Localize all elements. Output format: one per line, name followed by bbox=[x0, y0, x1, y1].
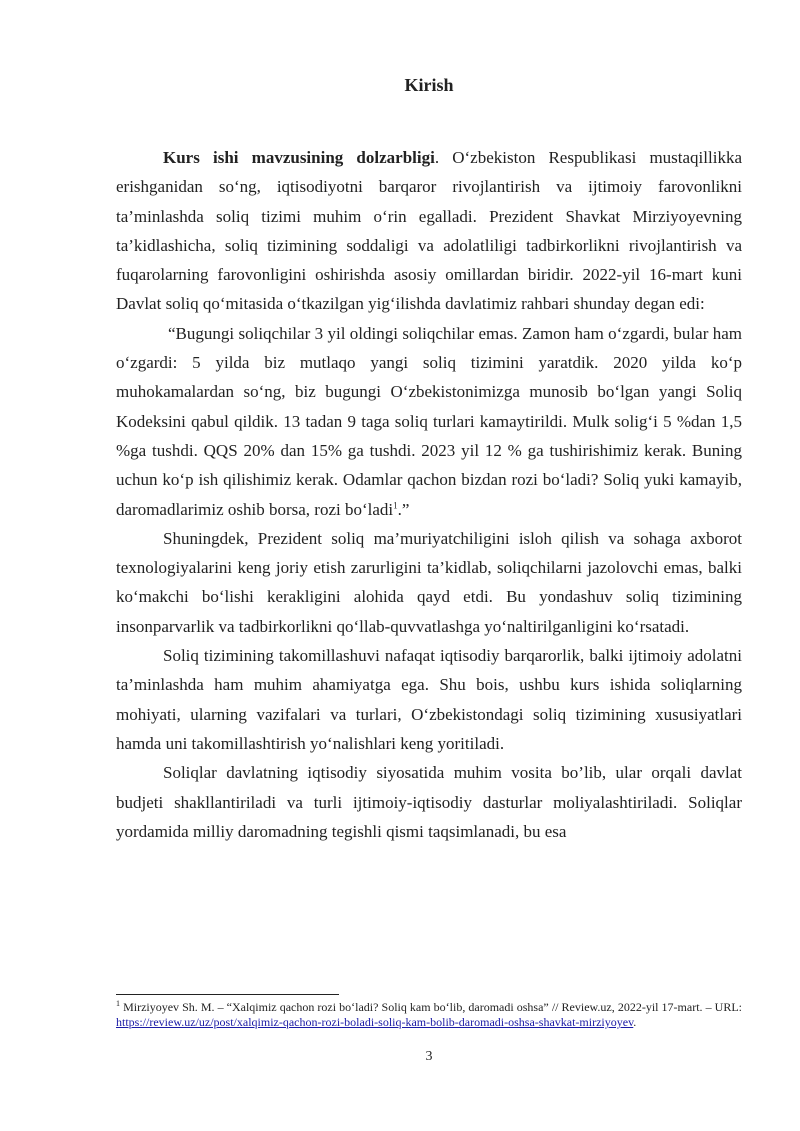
body-text bbox=[116, 143, 742, 846]
quote-end: .” bbox=[397, 499, 410, 519]
page-number: 3 bbox=[425, 1049, 433, 1064]
page-heading: Kirish bbox=[404, 75, 454, 95]
paragraph-quote bbox=[116, 319, 742, 524]
paragraph-improvement: Soliq tizimining takomillashuvi nafaqat iqtisodiy barqarorlik, balki ijtimoiy adolatni ta’minlashda ham muhim ahamiyatga ega. Shu bois, ushbu kurs ishida soliqlarning mohiyati, ularning vazifalari va turlari, O‘zbekistondagi soliq tizimining xususiyatlari hamda uni takomillashtirish yo‘nalishlari keng yoritiladi. bbox=[116, 646, 742, 753]
footnote bbox=[116, 1000, 742, 1030]
paragraph-relevance bbox=[116, 143, 742, 319]
paragraph-text: . O‘zbekiston Respublikasi mustaqillikka erishganidan so‘ng, iqtisodiyotni barqaror rivojlantirish va ijtimoiy farovonlikni ta’minlashda soliq tizimi muhim o‘rin egalladi. Prezident Shavkat Mirziyoyevning ta’kidlashicha, soliq tizimining soddaligi va adolatliligi tadbirkorlikni rivojlantirish va fuqarolarning farovonligini oshirishda asosiy omillardan biridir. 2022-yil 16-mart kuni Davlat soliq qo‘mitasida o‘tkazilgan yig‘ilishda davlatimiz rahbari shunday degan edi: bbox=[116, 148, 742, 314]
footnote-marker: 1 bbox=[116, 999, 120, 1008]
quote-text: “Bugungi soliqchilar 3 yil oldingi soliqchilar emas. Zamon ham o‘zgardi, bular ham o‘zgardi: 5 yilda biz mutlaqo yangi soliq tizimini yaratdik. 2020 yilda ko‘p muhokamalardan so‘ng, biz bugungi O‘zbekistonimizga munosib bo‘lgan yangi Soliq Kodeksini qabul qildik. 13 tadan 9 taga soliq turlari kamaytirildi. Mulk solig‘i 5 %dan 1,5 %ga tushdi. QQS 20% dan 15% ga tushdi. 2023 yil 12 % ga tushirishimiz kerak. Buning uchun ko‘p ish qilishimiz kerak. Odamlar qachon bizdan rozi bo‘ladi? Soliq yuki kamayib, daromadlarimiz oshib borsa, rozi bo‘ladi bbox=[116, 323, 742, 519]
paragraph-administration: Shuningdek, Prezident soliq ma’muriyatchiligini isloh qilish va sohaga axborot texnologiyalarini keng joriy etish zarurligini ta’kidlab, soliqchilarni jazolovchi emas, balki ko‘makchi bo‘lishi kerakligini alohida qayd etdi. Bu yondashuv soliq tizimining insonparvarlik va tadbirkorlikni qo‘llab-quvvatlashga yo‘naltirilganligini ko‘rsatadi. bbox=[116, 528, 742, 636]
footnote-divider bbox=[116, 994, 339, 995]
footnote-reference[interactable]: 1 bbox=[393, 499, 398, 510]
footnote-text: Mirziyoyev Sh. M. – “Xalqimiz qachon rozi bo‘ladi? Soliq kam bo‘lib, daromadi oshsa” // Review.uz, 2022-yil 17-mart. – URL: bbox=[120, 1000, 742, 1014]
footnote-end: . bbox=[633, 1015, 637, 1029]
footnote-link[interactable]: https://review.uz/uz/post/xalqimiz-qachon-rozi-boladi-soliq-kam-bolib-daromadi-oshsa-shavkat-mirziyoyev bbox=[116, 1015, 634, 1029]
paragraph-lead: Kurs ishi mavzusining dolzarbligi bbox=[163, 148, 435, 167]
paragraph-taxes-role: Soliqlar davlatning iqtisodiy siyosatida muhim vosita bo’lib, ular orqali davlat budjeti shakllantiriladi va turli ijtimoiy-iqtisodiy dasturlar moliyalashtiriladi. Soliqlar yordamida milliy daromadning tegishli qismi taqsimlanadi, bu esa bbox=[116, 763, 742, 841]
